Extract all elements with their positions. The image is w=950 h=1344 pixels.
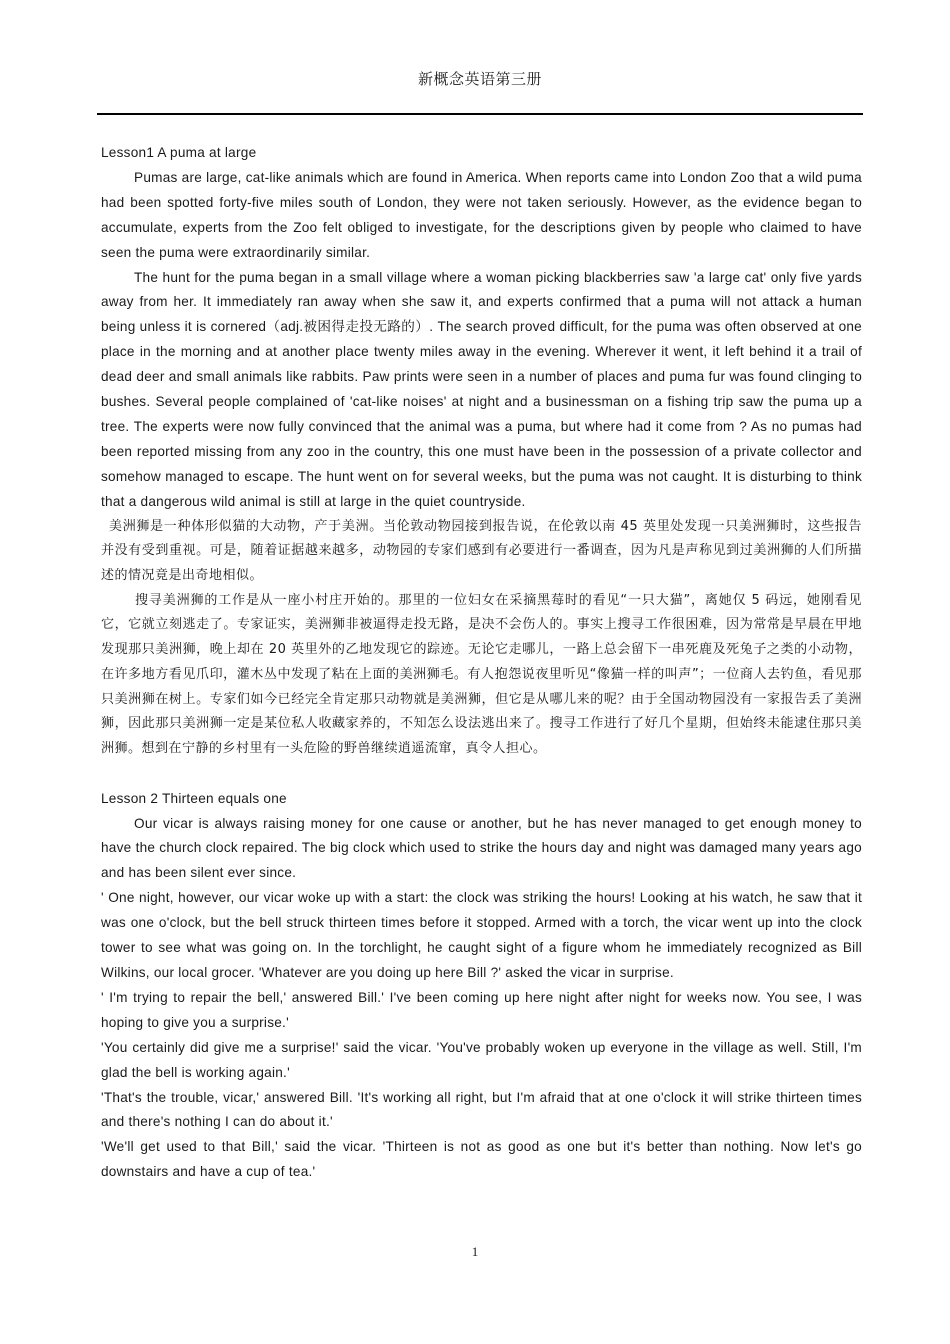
lesson-2-paragraph: ' I'm trying to repair the bell,' answered Bill.' I've been coming up here night after night for weeks now. You see, I was hoping to give you a surprise.' [101, 989, 862, 1030]
lesson-2-paragraph: Our vicar is always raising money for one cause or another, but he has never managed to get enough money to have the church clock repaired. The big clock which used to strike the hours day and night was damaged many years ago and has been silent ever since. [101, 815, 862, 881]
lesson-2-title: Lesson 2 Thirteen equals one [101, 790, 287, 806]
lesson-1-translation-paragraph: 美洲狮是一种体形似猫的大动物，产于美洲。当伦敦动物园接到报告说，在伦敦以南 45 英里处发现一只美洲狮时，这些报告并没有受到重视。可是，随着证据越来越多，动物园的专家们感到有必要进行一番调查，因为凡是声称见到过美洲狮的人们所描述的情况竟是出奇地相似。 [101, 518, 862, 583]
lesson-2-paragraph: 'You certainly did give me a surprise!' said the vicar. 'You've probably woken up everyone in the village as well. Still, I'm glad the bell is working again.' [101, 1039, 862, 1080]
document-body [101, 141, 862, 1185]
header-divider [97, 113, 863, 115]
lesson-2-paragraph: 'We'll get used to that Bill,' said the vicar. 'Thirteen is not as good as one but it's better than nothing. Now let's go downstairs and have a cup of tea.' [101, 1139, 862, 1180]
lesson-1-paragraph: Pumas are large, cat-like animals which are found in America. When reports came into London Zoo that a wild puma had been spotted forty-five miles south of London, they were not taken seriously. However, as the evidence began to accumulate, experts from the Zoo felt obliged to investigate, for the descriptions given by people who claimed to have seen the puma were extraordinarily similar. [101, 169, 862, 260]
page-header-title: 新概念英语第三册 [417, 70, 542, 88]
lesson-1-title: Lesson1 A puma at large [101, 145, 257, 160]
lesson-1-translation-paragraph: 搜寻美洲狮的工作是从一座小村庄开始的。那里的一位妇女在采摘黑莓时的看见“一只大猫”，离她仅 5 码远，她刚看见它，它就立刻逃走了。专家证实，美洲狮非被逼得走投无路，是决不会伤人的。事实上搜寻工作很困难，因为常常是早晨在甲地发现那只美洲狮，晚上却在 20 英里外的乙地发现它的踪迹。无论它走哪儿，一路上总会留下一串死鹿及死兔子之类的小动物，在许多地方看见爪印，灌木丛中发现了粘在上面的美洲狮毛。有人抱怨说夜里听见“像猫一样的叫声”；一位商人去钓鱼，看见那只美洲狮在树上。专家们如今已经完全肯定那只动物就是美洲狮，但它是从哪儿来的呢？由于全国动物园没有一家报告丢了美洲狮，因此那只美洲狮一定是某位私人收藏家养的，不知怎么设法逃出来了。搜寻工作进行了好几个星期，但始终未能逮住那只美洲狮。想到在宁静的乡村里有一头危险的野兽继续逍遥流窜，真令人担心。 [101, 592, 862, 756]
section-spacer [101, 762, 862, 787]
lesson-2-paragraph: ' One night, however, our vicar woke up with a start: the clock was striking the hours! Looking at his watch, he saw that it was one o'clock, but the bell struck thirteen times before it stopped. Armed with a torch, the vicar went up into the clock tower to see what was going on. In the torchlight, he caught sight of a figure whom he immediately recognized as Bill Wilkins, our local grocer. 'Whatever are you doing up here Bill ?' asked the vicar in surprise. [101, 890, 862, 980]
lesson-1-paragraph: The hunt for the puma began in a small village where a woman picking blackberries saw 'a large cat' only five yards away from her. It immediately ran away when she saw it, and experts confirmed that a puma will not attack a human being unless it is cornered（adj.被困得走投无路的）. The search proved difficult, for the puma was often observed at one place in the morning and at another place twenty miles away in the evening. Wherever it went, it left behind it a trail of dead deer and small animals like rabbits. Paw prints were seen in a number of places and puma fur was found clinging to bushes. Several people complained of 'cat-like noises' at night and a businessman on a fishing trip saw the puma up a tree. The experts were now fully convinced that the animal was a puma, but where had it come from ? As no pumas had been reported missing from any zoo in the country, this one must have been in the possession of a private collector and somehow managed to escape. The hunt went on for several weeks, but the puma was not caught. It is disturbing to think that a dangerous wild animal is still at large in the quiet countryside. [101, 269, 862, 509]
page-number: 1 [471, 1244, 479, 1259]
lesson-2-paragraph: 'That's the trouble, vicar,' answered Bill. 'It's working all right, but I'm afraid that at one o'clock it will strike thirteen times and there's nothing I can do about it.' [101, 1089, 862, 1130]
